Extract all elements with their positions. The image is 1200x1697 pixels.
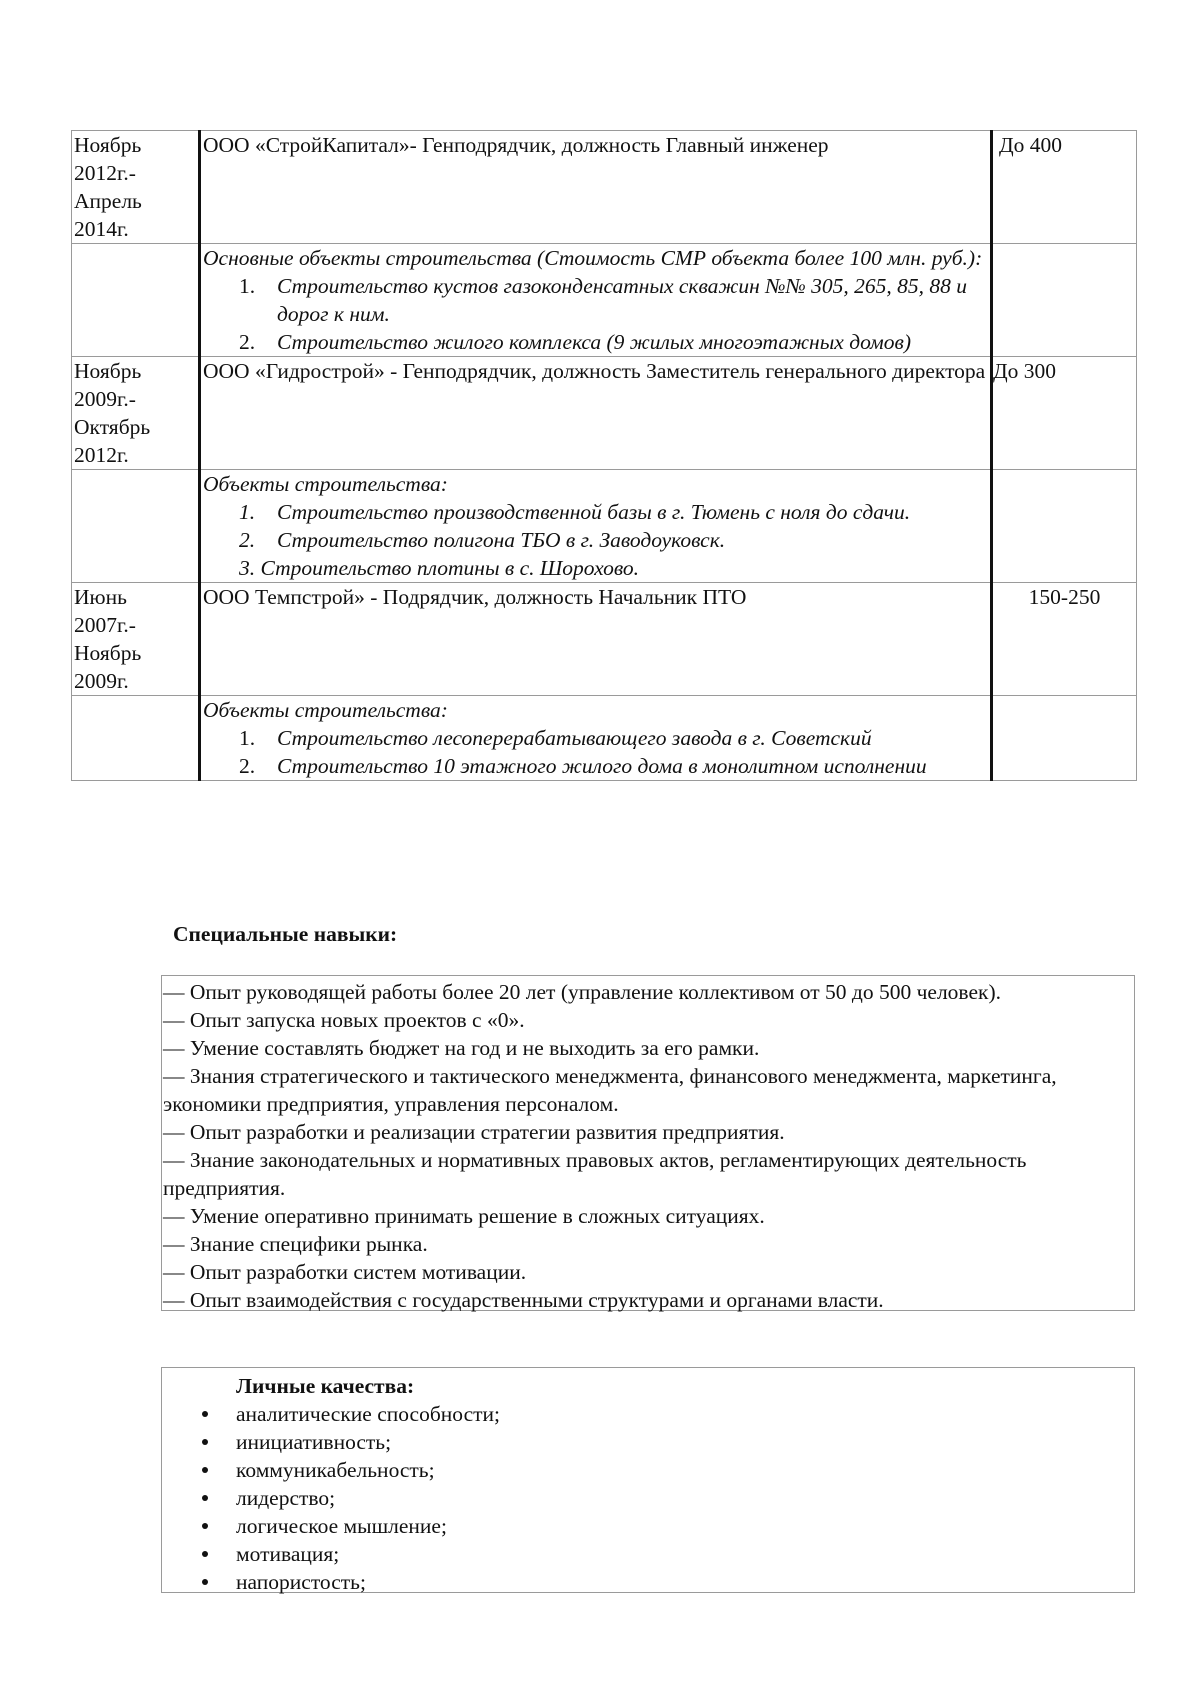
period-line: 2012г. (74, 443, 129, 467)
bullet-icon (202, 1439, 208, 1445)
period-line: Ноябрь (74, 641, 142, 665)
objects-cell (200, 244, 992, 357)
period-line: 2014г. (74, 217, 129, 241)
list-text: Строительство полигона ТБО в г. Заводоуковск. (277, 528, 726, 552)
empty-cell (72, 470, 200, 583)
list-text: Строительство лесоперерабатывающего завода в г. Советский (277, 726, 872, 750)
qualities-heading: Личные качества: (236, 1374, 415, 1398)
list-item (203, 752, 990, 780)
list-item (203, 272, 990, 328)
list-item (203, 328, 990, 356)
list-item (203, 526, 990, 554)
list-item (236, 1400, 1134, 1428)
skill-item: — Умение оперативно принимать решение в сложных ситуациях. (163, 1204, 765, 1228)
list-number: 2. (239, 330, 256, 354)
period-line: Октябрь (74, 415, 151, 439)
period-line: Ноябрь (74, 359, 142, 383)
empty-cell (72, 696, 200, 781)
list-text: Строительство 10 этажного жилого дома в монолитном исполнении (277, 754, 927, 778)
list-number: 3. (239, 556, 256, 580)
list-item (203, 554, 990, 582)
quality-text: аналитические способности; (236, 1402, 500, 1426)
list-item (203, 498, 990, 526)
period-cell (72, 583, 200, 696)
skill-item: — Опыт разработки систем мотивации. (163, 1260, 527, 1284)
salary-cell: До 300 (992, 357, 1137, 470)
period-cell (72, 357, 200, 470)
qualities-box (161, 1367, 1135, 1593)
quality-text: мотивация; (236, 1542, 340, 1566)
period-cell (72, 131, 200, 244)
empty-cell (992, 696, 1137, 781)
quality-text: коммуникабельность; (236, 1458, 435, 1482)
table-row (72, 131, 1137, 244)
list-item (236, 1456, 1134, 1484)
skill-item: — Опыт руководящей работы более 20 лет (управление коллективом от 50 до 500 человек). (163, 980, 1001, 1004)
table-row (72, 470, 1137, 583)
skill-item: — Опыт разработки и реализации стратегии развития предприятия. (163, 1120, 785, 1144)
quality-text: логическое мышление; (236, 1514, 447, 1538)
list-text: Строительство жилого комплекса (9 жилых многоэтажных домов) (277, 330, 911, 354)
period-line: 2007г.- (74, 613, 136, 637)
company-cell: ООО Темпстрой» - Подрядчик, должность Начальник ПТО (200, 583, 992, 696)
quality-text: лидерство; (236, 1486, 336, 1510)
objects-list (203, 724, 990, 780)
list-item (236, 1540, 1134, 1568)
list-item (236, 1568, 1134, 1596)
work-history-table (71, 130, 1137, 781)
objects-list (203, 498, 990, 582)
company-cell: ООО «Гидрострой» - Генподрядчик, должность Заместитель генерального директора (200, 357, 992, 470)
bullet-icon (202, 1495, 208, 1501)
list-item (236, 1512, 1134, 1540)
bullet-icon (202, 1411, 208, 1417)
quality-text: напористость; (236, 1570, 366, 1594)
skill-item: — Знания стратегического и тактического менеджмента, финансового менеджмента, маркетинга, экономики предприятия, управления персоналом. (163, 1064, 1057, 1116)
empty-cell (992, 470, 1137, 583)
objects-cell (200, 470, 992, 583)
skill-item: — Знание законодательных и нормативных правовых актов, регламентирующих деятельность предприятия. (163, 1148, 1027, 1200)
empty-cell (992, 244, 1137, 357)
table-row (72, 357, 1137, 470)
table-row (72, 696, 1137, 781)
skill-item: — Опыт запуска новых проектов с «0». (163, 1008, 525, 1032)
objects-intro: Объекты строительства: (203, 698, 448, 722)
period-line: Июнь (74, 585, 127, 609)
company-cell: ООО «СтройКапитал»- Генподрядчик, должность Главный инженер (200, 131, 992, 244)
list-number: 1. (239, 500, 256, 524)
salary-cell: 150-250 (992, 583, 1137, 696)
objects-intro: Основные объекты строительства (Стоимость СМР объекта более 100 млн. руб.): (203, 246, 983, 270)
quality-text: инициативность; (236, 1430, 392, 1454)
list-text: Строительство производственной базы в г. Тюмень с ноля до сдачи. (277, 500, 911, 524)
table-row (72, 583, 1137, 696)
salary-cell: До 400 (992, 131, 1137, 244)
objects-list (203, 272, 990, 356)
period-line: 2009г. (74, 669, 129, 693)
bullet-icon (202, 1579, 208, 1585)
list-item (203, 724, 990, 752)
skills-heading: Специальные навыки: (173, 922, 398, 946)
list-text: Строительство плотины в с. Шорохово. (260, 556, 640, 580)
bullet-icon (202, 1467, 208, 1473)
period-line: Апрель (74, 189, 142, 213)
period-line: Ноябрь (74, 133, 142, 157)
list-item (236, 1428, 1134, 1456)
skill-item: — Умение составлять бюджет на год и не выходить за его рамки. (163, 1036, 760, 1060)
list-number: 2. (239, 528, 256, 552)
period-line: 2012г.- (74, 161, 136, 185)
period-line: 2009г.- (74, 387, 136, 411)
list-item (236, 1484, 1134, 1512)
skill-item: — Знание специфики рынка. (163, 1232, 428, 1256)
list-number: 2. (239, 754, 256, 778)
qualities-list (236, 1400, 1134, 1596)
skill-item: — Опыт взаимодействия с государственными структурами и органами власти. (163, 1288, 884, 1312)
bullet-icon (202, 1523, 208, 1529)
list-number: 1. (239, 274, 256, 298)
list-text: Строительство кустов газоконденсатных скважин №№ 305, 265, 85, 88 и дорог к ним. (277, 274, 968, 326)
list-number: 1. (239, 726, 256, 750)
table-row (72, 244, 1137, 357)
objects-cell (200, 696, 992, 781)
empty-cell (72, 244, 200, 357)
objects-intro: Объекты строительства: (203, 472, 448, 496)
skills-box (161, 975, 1135, 1311)
bullet-icon (202, 1551, 208, 1557)
